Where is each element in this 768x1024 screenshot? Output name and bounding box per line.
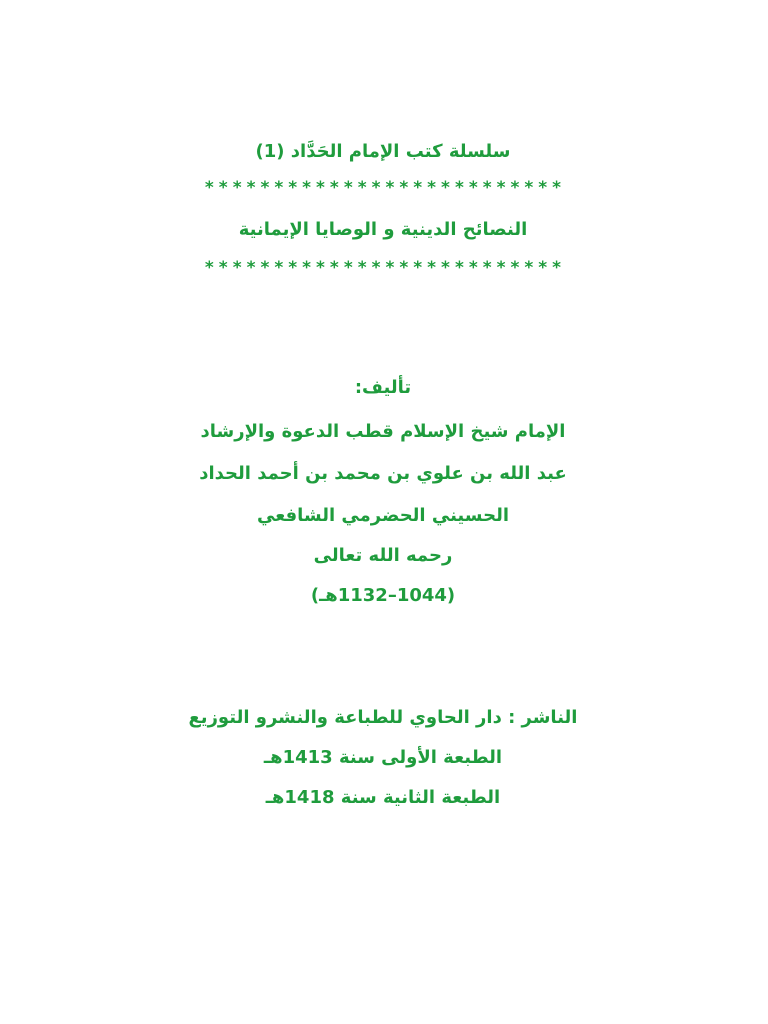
series-title: سلسلة كتب الإمام الحَدَّاد (1)	[255, 141, 511, 162]
author-line-2: عبد الله بن علوي بن محمد بن أحمد الحداد	[199, 463, 567, 484]
separator-top: **************************	[204, 178, 567, 198]
author-label: تأليف:	[354, 377, 412, 398]
publisher: الناشر : دار الحاوي للطباعة والنشرو التوزيع	[188, 707, 578, 728]
edition-first: الطبعة الأولى سنة 1413هـ	[263, 747, 503, 768]
author-lifespan: (1044–1132هـ)	[310, 585, 456, 606]
edition-second: الطبعة الثانية سنة 1418هـ	[265, 787, 501, 808]
author-line-1: الإمام شيخ الإسلام قطب الدعوة والإرشاد	[200, 421, 566, 442]
author-line-3: الحسيني الحضرمي الشافعي	[256, 505, 509, 526]
separator-bottom: **************************	[204, 258, 567, 278]
author-line-4: رحمه الله تعالى	[313, 545, 453, 566]
book-title: النصائح الدينية و الوصايا الإيمانية	[238, 219, 528, 240]
